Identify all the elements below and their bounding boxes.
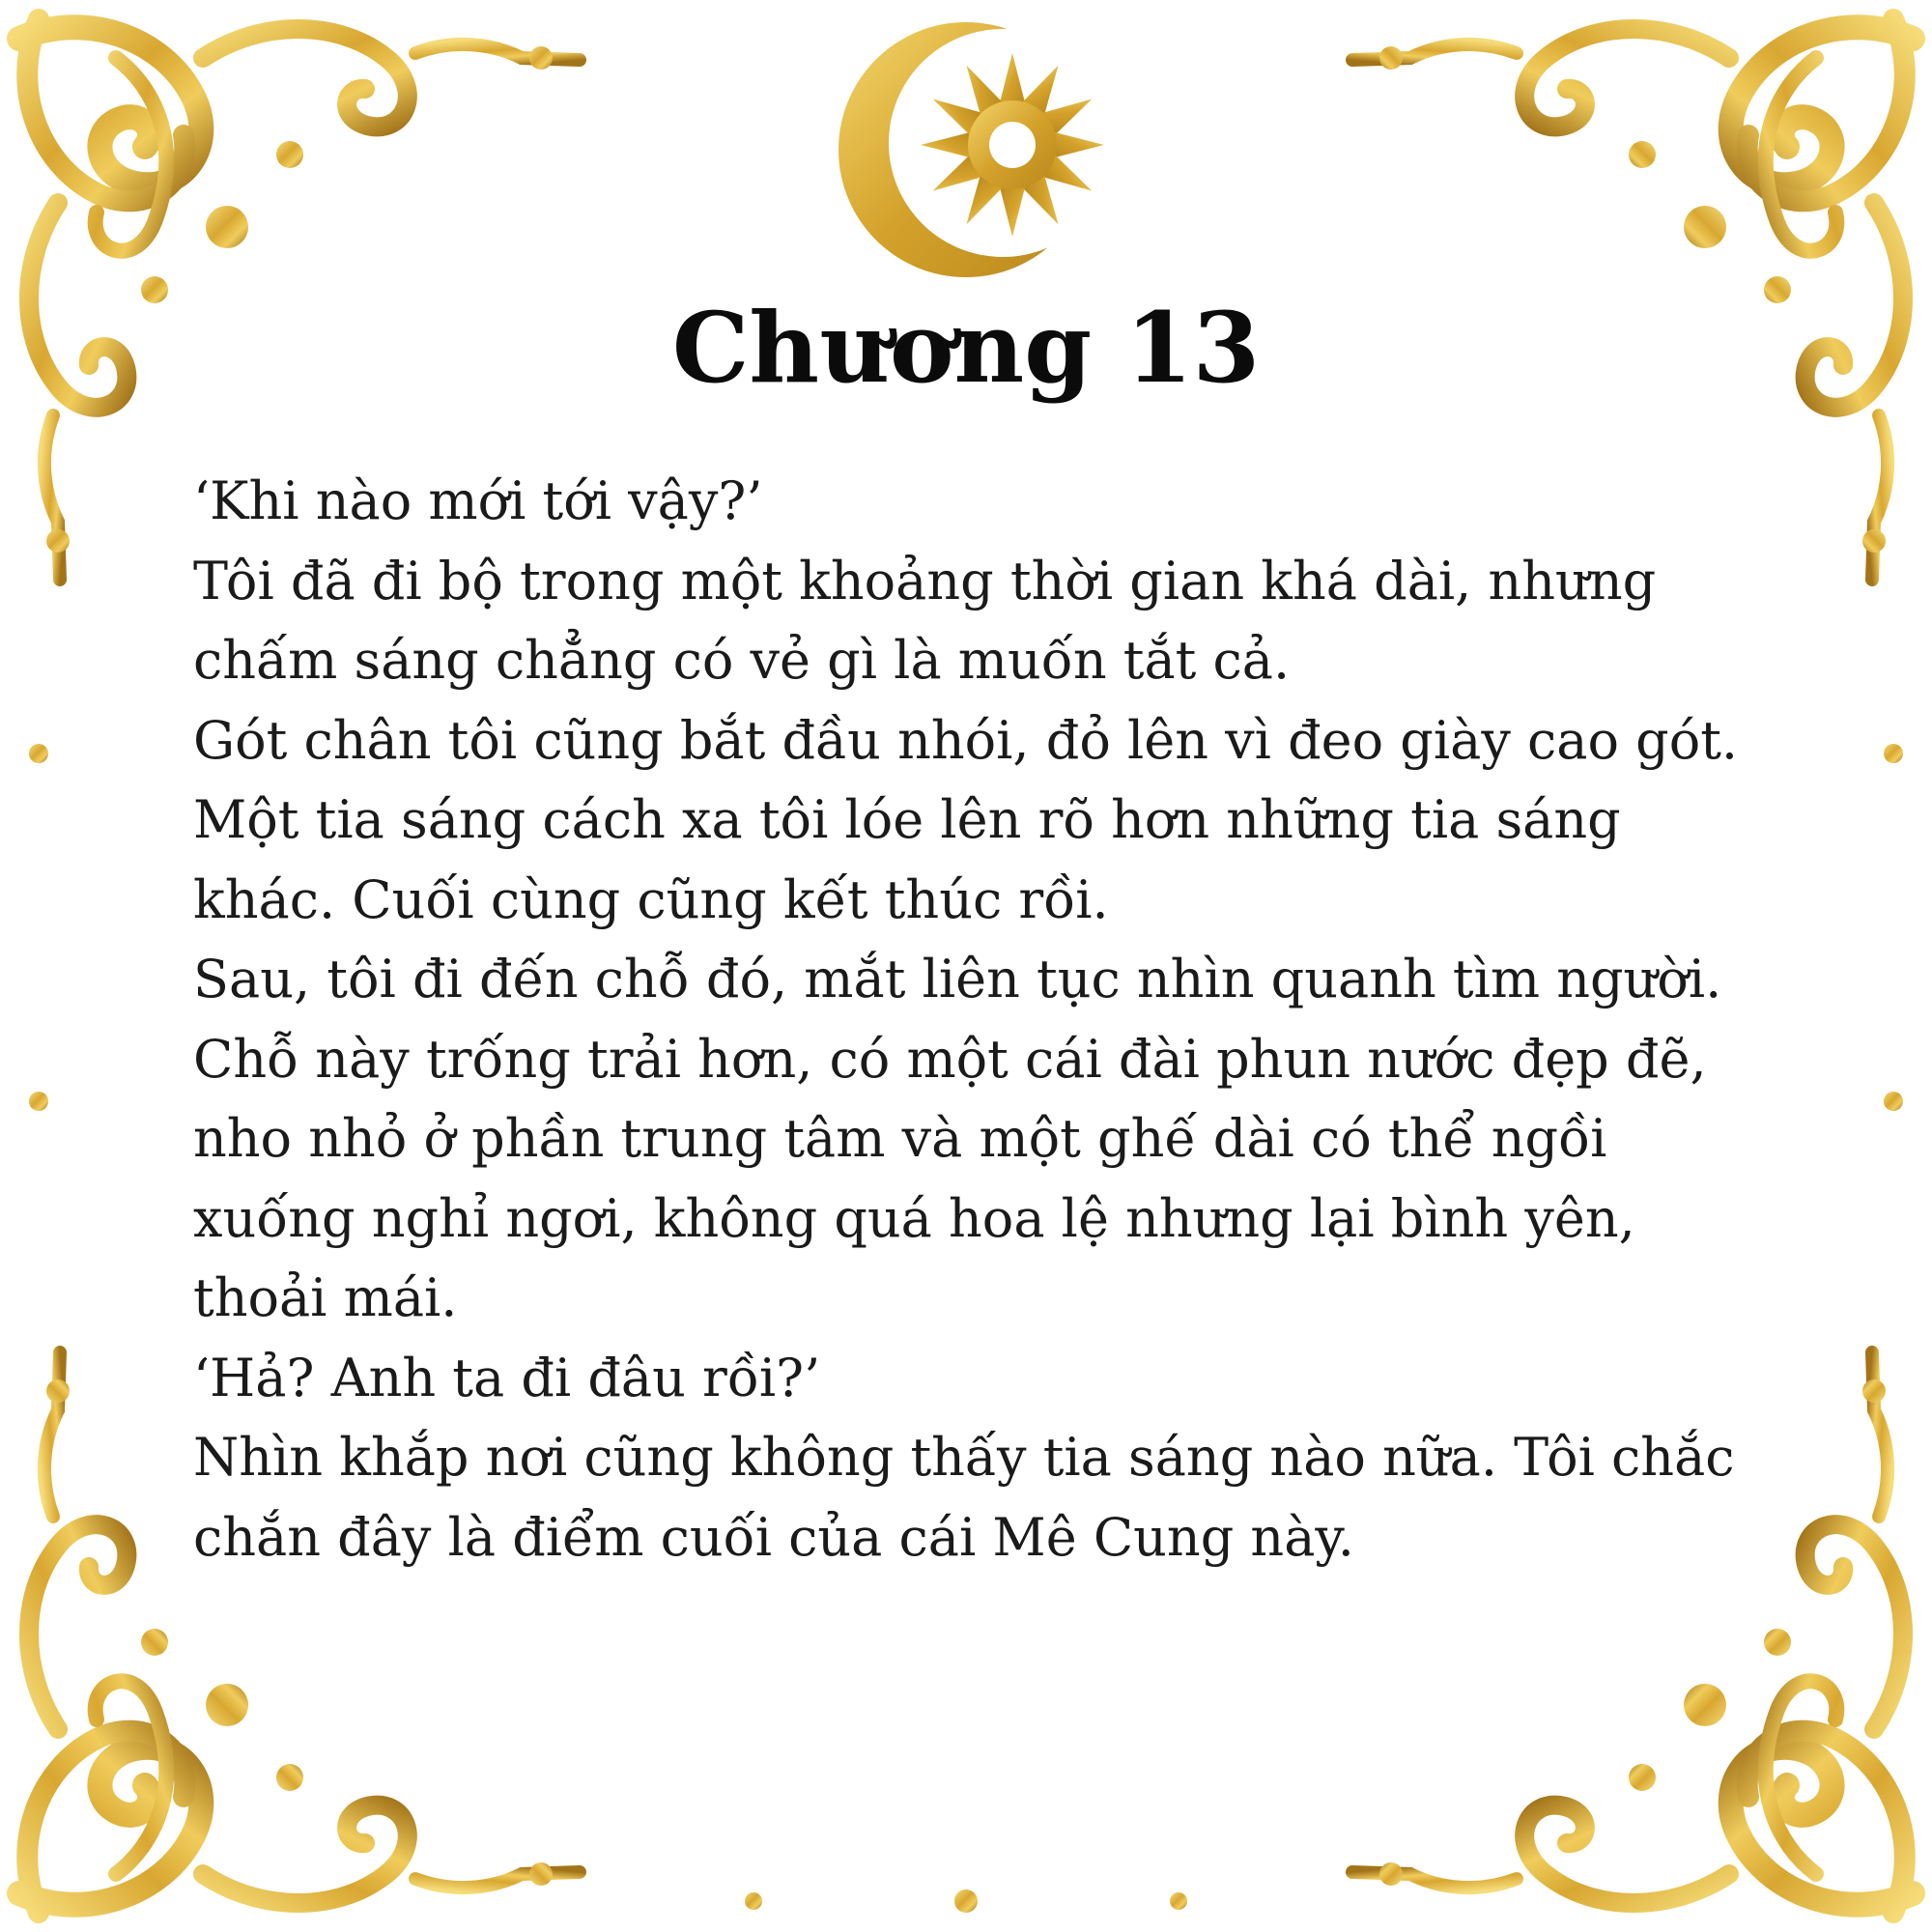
paragraph: Nhìn khắp nơi cũng không thấy tia sáng nào nữa. Tôi chắc chắn đây là điểm cuối của cái Mê Cung này. bbox=[193, 1427, 1735, 1568]
chapter-body bbox=[193, 462, 1768, 1577]
chapter-title: Chương 13 bbox=[671, 291, 1261, 405]
crescent-moon-sun-icon bbox=[831, 10, 1111, 290]
paragraph: Một tia sáng cách xa tôi lóe lên rõ hơn những tia sáng khác. Cuối cùng cũng kết thúc rồi. bbox=[193, 789, 1621, 930]
paragraph: Tôi đã đi bộ trong một khoảng thời gian khá dài, nhưng chấm sáng chẳng có vẻ gì là muốn tắt cả. bbox=[193, 550, 1657, 691]
paragraph: Sau, tôi đi đến chỗ đó, mắt liên tục nhìn quanh tìm người. bbox=[193, 949, 1722, 1009]
paragraph: Gót chân tôi cũng bắt đầu nhói, đỏ lên vì đeo giày cao gót. bbox=[193, 709, 1739, 771]
paragraph: ‘Hả? Anh ta đi đâu rồi?’ bbox=[193, 1347, 821, 1408]
paragraph: Chỗ này trống trải hơn, có một cái đài phun nước đẹp đẽ, nho nhỏ ở phần trung tâm và một ghế dài có thể ngồi xuống nghỉ ngơi, không quá hoa lệ nhưng lại bình yên, thoải mái. bbox=[193, 1028, 1707, 1328]
paragraph: ‘Khi nào mới tới vậy?’ bbox=[193, 470, 763, 531]
